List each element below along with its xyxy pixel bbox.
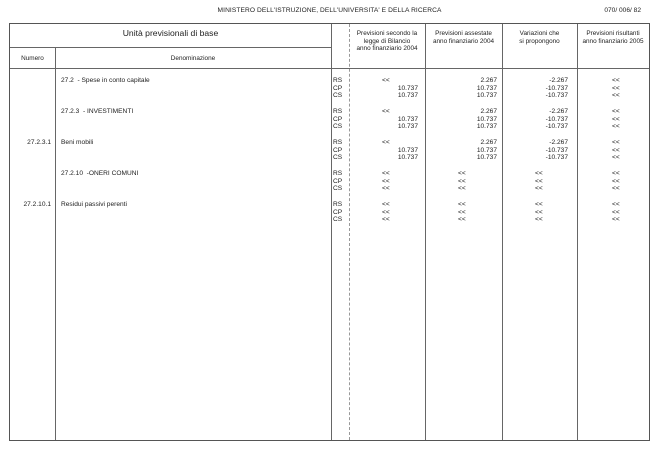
row-variazioni: << bbox=[535, 185, 543, 193]
row-prev-assestate: 10.737 bbox=[476, 115, 497, 123]
row-prev-bilancio: << bbox=[382, 208, 390, 216]
row-prev-bilancio: 10.737 bbox=[397, 84, 418, 92]
row-prev-assestate: << bbox=[458, 177, 466, 185]
row-prev-bilancio: << bbox=[382, 177, 390, 185]
row-prev-bilancio: 10.737 bbox=[397, 146, 418, 154]
row-prev-risultanti: << bbox=[612, 139, 620, 146]
row-variazioni: -2.267 bbox=[549, 77, 568, 84]
row-code: RS bbox=[333, 108, 343, 115]
row-prev-bilancio: << bbox=[382, 77, 390, 84]
row-prev-bilancio: << bbox=[382, 170, 390, 177]
header-prev-assestate-line2: anno finanziario 2004 bbox=[432, 37, 495, 45]
row-prev-assestate: << bbox=[458, 170, 466, 177]
budget-table bbox=[9, 23, 650, 441]
row-prev-assestate: << bbox=[458, 208, 466, 216]
divider-variazioni bbox=[577, 24, 578, 440]
row-prev-bilancio: 10.737 bbox=[397, 123, 418, 131]
row-variazioni: << bbox=[535, 216, 543, 224]
row-prev-risultanti: << bbox=[612, 77, 620, 84]
row-prev-assestate: 10.737 bbox=[476, 146, 497, 154]
row-prev-assestate: << bbox=[458, 185, 466, 193]
row-numero: 27.2.3.1 bbox=[27, 139, 51, 146]
row-prev-assestate: << bbox=[458, 216, 466, 224]
row-prev-assestate: 2.267 bbox=[480, 77, 497, 84]
row-denominazione: 27.2.3 - INVESTIMENTI bbox=[61, 108, 134, 115]
row-code: CP bbox=[333, 208, 343, 216]
header-prev-risultanti-line1: Previsioni risultanti bbox=[586, 30, 640, 37]
header-numero: Numero bbox=[21, 55, 44, 62]
row-prev-assestate: 10.737 bbox=[476, 154, 497, 162]
header-prev-bilancio-line1: Previsioni secondo la bbox=[356, 30, 418, 37]
header-subdivider bbox=[10, 47, 331, 48]
row-prev-assestate: 2.267 bbox=[480, 108, 497, 115]
row-prev-risultanti: << bbox=[612, 201, 620, 208]
divider-denominazione bbox=[331, 24, 332, 440]
row-code: CP bbox=[333, 84, 343, 92]
row-code: CS bbox=[333, 123, 343, 131]
row-code: CS bbox=[333, 185, 343, 193]
row-code: CS bbox=[333, 154, 343, 162]
row-variazioni: << bbox=[535, 208, 543, 216]
row-prev-risultanti: << bbox=[612, 84, 620, 92]
row-denominazione: 27.2.10 -ONERI COMUNI bbox=[61, 170, 139, 177]
row-denominazione: 27.2 - Spese in conto capitale bbox=[61, 77, 150, 84]
row-denominazione: Residui passivi perenti bbox=[61, 201, 127, 208]
row-prev-bilancio: 10.737 bbox=[397, 115, 418, 123]
row-prev-bilancio: 10.737 bbox=[397, 154, 418, 162]
row-prev-bilancio: << bbox=[382, 201, 390, 208]
header-prev-bilancio-line3: anno finanziario 2004 bbox=[356, 45, 418, 52]
row-variazioni: -10.737 bbox=[545, 123, 568, 131]
row-code: CS bbox=[333, 216, 343, 224]
row-code: CS bbox=[333, 92, 343, 100]
row-code: RS bbox=[333, 201, 343, 208]
header-prev-bilancio-line2: legge di Bilancio bbox=[363, 37, 411, 45]
header-bottom-line bbox=[10, 68, 649, 69]
row-prev-risultanti: << bbox=[612, 108, 620, 115]
row-prev-assestate: 10.737 bbox=[476, 123, 497, 131]
row-code: RS bbox=[333, 139, 343, 146]
row-variazioni: -2.267 bbox=[549, 139, 568, 146]
row-prev-risultanti: << bbox=[612, 170, 620, 177]
row-prev-risultanti: << bbox=[612, 123, 620, 131]
row-variazioni: -2.267 bbox=[549, 108, 568, 115]
row-prev-assestate: << bbox=[458, 201, 466, 208]
row-prev-assestate: 2.267 bbox=[480, 139, 497, 146]
row-prev-bilancio: << bbox=[382, 108, 390, 115]
row-code: RS bbox=[333, 170, 343, 177]
row-prev-risultanti: << bbox=[612, 208, 620, 216]
row-numero: 27.2.10.1 bbox=[23, 201, 51, 208]
row-denominazione: Beni mobili bbox=[61, 139, 94, 146]
row-variazioni: -10.737 bbox=[545, 115, 568, 123]
row-prev-bilancio: << bbox=[382, 139, 390, 146]
document-title: MINISTERO DELL'ISTRUZIONE, DELL'UNIVERSITA' E DELLA RICERCA bbox=[217, 7, 442, 14]
row-prev-risultanti: << bbox=[612, 146, 620, 154]
header-unita: Unità previsionali di base bbox=[122, 28, 219, 38]
row-variazioni: << bbox=[535, 201, 543, 208]
row-variazioni: -10.737 bbox=[545, 154, 568, 162]
header-variazioni-line1: Variazioni che bbox=[519, 30, 560, 37]
header-prev-assestate bbox=[425, 30, 502, 45]
row-variazioni: -10.737 bbox=[545, 84, 568, 92]
row-prev-risultanti: << bbox=[612, 92, 620, 100]
header-variazioni-line2: si propongono bbox=[519, 37, 560, 45]
header-denominazione: Denominazione bbox=[170, 55, 216, 62]
header-variazioni bbox=[502, 30, 577, 45]
page-number: 070/ 006/ 82 bbox=[604, 7, 641, 14]
row-variazioni: -10.737 bbox=[545, 146, 568, 154]
header-prev-bilancio bbox=[349, 30, 425, 53]
row-prev-bilancio: << bbox=[382, 216, 390, 224]
row-variazioni: -10.737 bbox=[545, 92, 568, 100]
row-prev-bilancio: << bbox=[382, 185, 390, 193]
row-prev-risultanti: << bbox=[612, 154, 620, 162]
row-prev-risultanti: << bbox=[612, 185, 620, 193]
row-code: CP bbox=[333, 146, 343, 154]
row-prev-risultanti: << bbox=[612, 177, 620, 185]
row-prev-assestate: 10.737 bbox=[476, 84, 497, 92]
row-prev-bilancio: 10.737 bbox=[397, 92, 418, 100]
row-code: CP bbox=[333, 115, 343, 123]
row-variazioni: << bbox=[535, 170, 543, 177]
header-prev-risultanti bbox=[577, 30, 649, 45]
row-code: CP bbox=[333, 177, 343, 185]
row-prev-risultanti: << bbox=[612, 216, 620, 224]
header-prev-risultanti-line2: anno finanziario 2005 bbox=[582, 37, 644, 45]
row-code: RS bbox=[333, 77, 343, 84]
row-prev-risultanti: << bbox=[612, 115, 620, 123]
divider-numero bbox=[55, 47, 56, 440]
row-variazioni: << bbox=[535, 177, 543, 185]
header-prev-assestate-line1: Previsioni assestate bbox=[435, 30, 492, 37]
row-prev-assestate: 10.737 bbox=[476, 92, 497, 100]
